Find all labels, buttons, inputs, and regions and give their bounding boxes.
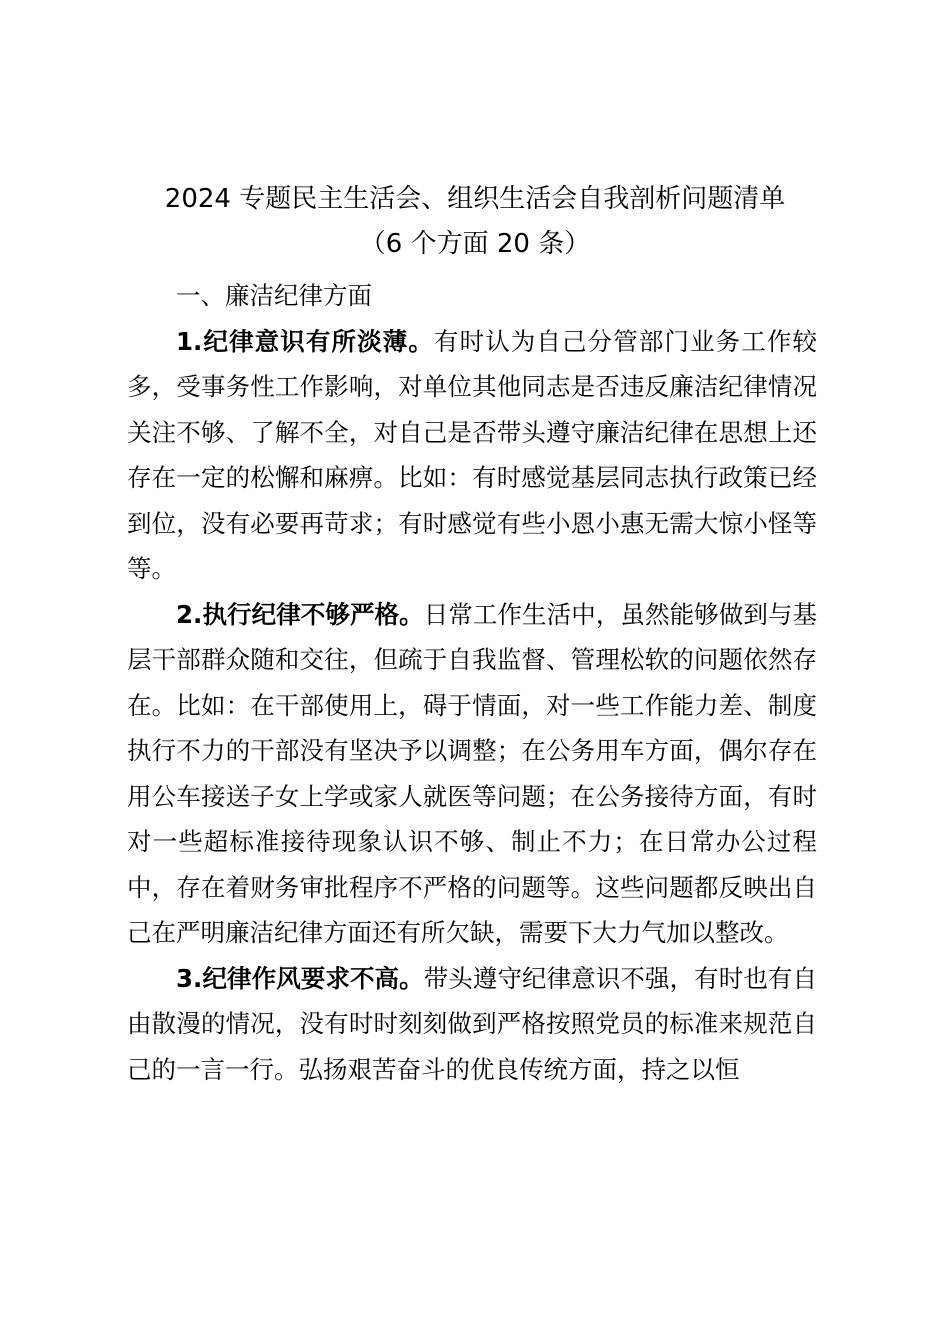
paragraph-item-1 <box>127 319 817 592</box>
document-body <box>127 273 817 1092</box>
item-1-text: 有时认为自己分管部门业务工作较多，受事务性工作影响，对单位其他同志是否违反廉洁纪律情况关注不够、了解不全，对自己是否带头遵守廉洁纪律在思想上还存在一定的松懈和麻痹。比如：有时感觉基层同志执行政策已经到位，没有必要再苛求；有时感觉有些小恩小惠无需大惊小怪等等。 <box>127 326 818 583</box>
item-2-lead: 2.执行纪律不够严格。 <box>176 599 424 629</box>
paragraph-item-3 <box>127 956 817 1093</box>
item-3-lead: 3.纪律作风要求不高。 <box>176 963 424 993</box>
document-title-line-1: 2024 专题民主生活会、组织生活会自我剖析问题清单 <box>164 184 786 214</box>
item-1-lead: 1.纪律意识有所淡薄。 <box>176 326 434 356</box>
document-title-line-2: （6 个方面 20 条） <box>359 229 591 259</box>
section-heading: 一、廉洁纪律方面 <box>176 281 372 310</box>
paragraph-item-2 <box>127 592 817 956</box>
item-2-text: 日常工作生活中，虽然能够做到与基层干部群众随和交往，但疏于自我监督、管理松软的问题依然存在。比如：在干部使用上，碍于情面，对一些工作能力差、制度执行不力的干部没有坚决予以调整；在公务用车方面，偶尔存在用公车接送子女上学或家人就医等问题；在公务接待方面，有时对一些超标准接待现象认识不够、制止不力；在日常办公过程中，存在着财务审批程序不严格的问题等。这些问题都反映出自己在严明廉洁纪律方面还有所欠缺，需要下大力气加以整改。 <box>127 599 818 947</box>
item-3-text: 带头遵守纪律意识不强，有时也有自由散漫的情况，没有时时刻刻做到严格按照党员的标准来规范自己的一言一行。弘扬艰苦奋斗的优良传统方面，持之以恒 <box>127 963 818 1084</box>
